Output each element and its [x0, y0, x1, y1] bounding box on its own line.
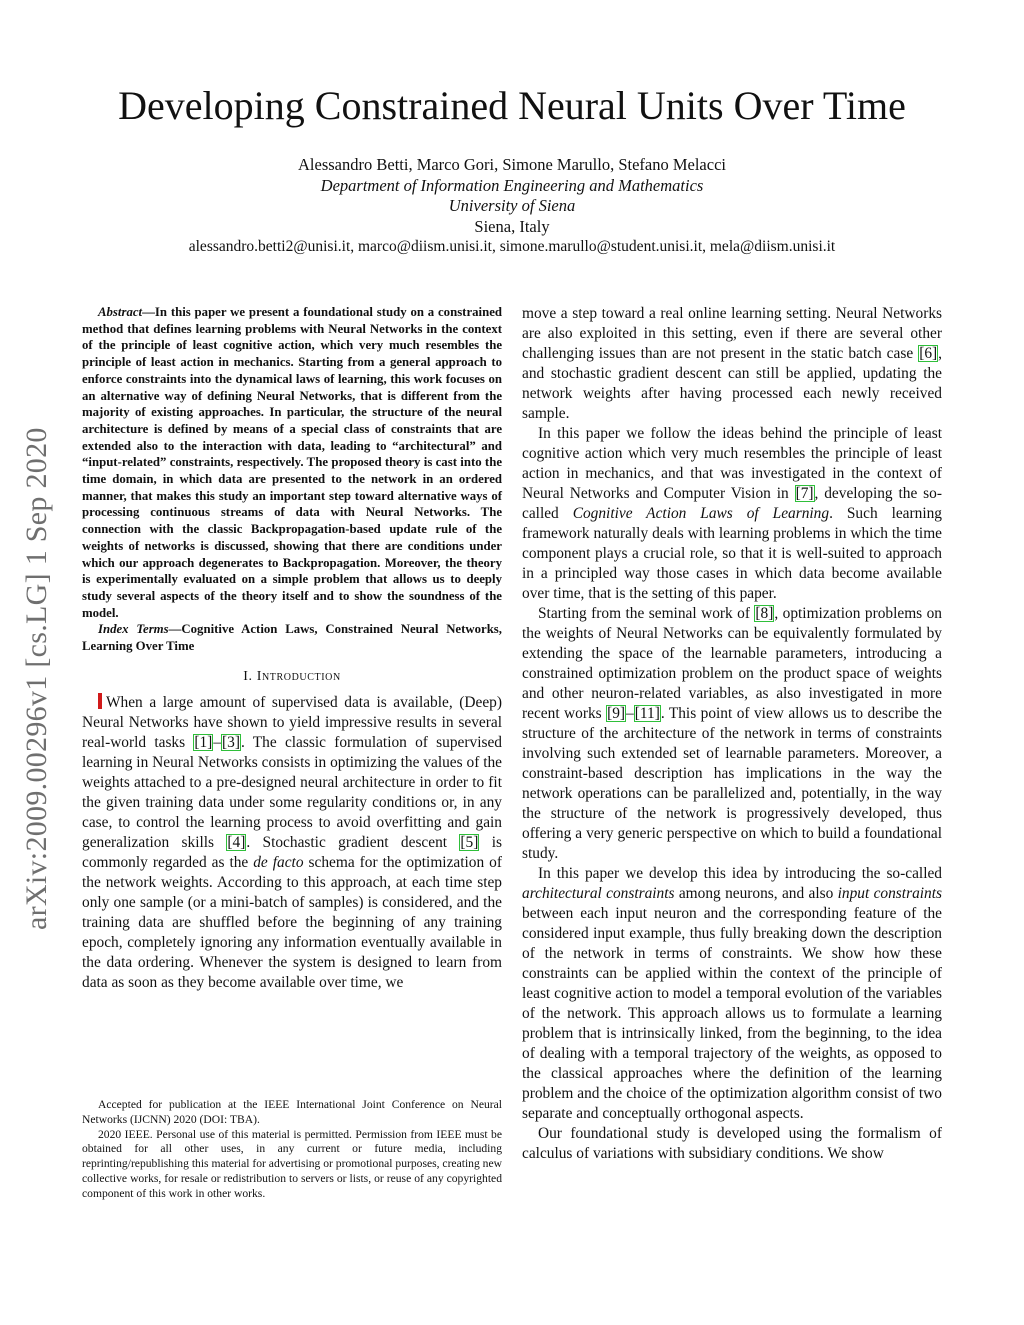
intro-paragraph — [82, 693, 502, 993]
intro-text: . The classic formulation of supervised learning in Neural Networks consists in optimizing the values of the weights attached to a pre-designed neural architecture in order to fit the given training data under some regularity conditions or, in any case, to control the learning process to avoid overfitting and gain generalization skills — [82, 733, 502, 851]
body-text: . This point of view allows us to describe the structure of the architecture of the network in terms of constraints involving such extended set of learnable parameters. Moreover, a constraint-based description has implications in the way the network operations can be parallelized and, potentially, in the way the structure of the network is progressively developed, thus offering a very generic perspective on which to build a foundational study. — [522, 705, 942, 862]
body-text: Starting from the seminal work of — [538, 605, 755, 622]
body-emphasis: architectural constraints — [522, 885, 675, 902]
citation-range-dash: – — [626, 705, 634, 722]
footnote-copyright: 2020 IEEE. Personal use of this material is permitted. Permission from IEEE must be obtained for all other uses, in any current or future media, including reprinting/republishing this material for advertising or promotional purposes, creating new collective works, for resale or redistribution to servers or lists, or reuse of any copyrighted component of this work in other works. — [82, 1127, 502, 1200]
body-text: , developing the so-called — [522, 485, 942, 522]
citation-link[interactable]: [5] — [460, 833, 479, 851]
citation-range-dash: – — [213, 733, 222, 751]
paper-title: Developing Constrained Neural Units Over Time — [118, 83, 906, 128]
index-terms-lead: Index Terms — [98, 622, 169, 637]
section-heading — [82, 669, 502, 685]
citation-link[interactable]: [7] — [795, 485, 814, 502]
intro-emphasis: de facto — [253, 853, 304, 871]
intro-text: is commonly regarded as the — [82, 833, 502, 871]
right-paragraph — [522, 304, 942, 424]
edit-marker — [98, 693, 102, 709]
citation-link[interactable]: [6] — [919, 345, 938, 362]
footnotes — [82, 1098, 502, 1202]
right-paragraph: Our foundational study is developed using the formalism of calculus of variations with subsidiary conditions. We show — [522, 1125, 942, 1162]
body-text: In this paper we follow the ideas behind the principle of least cognitive action which very much resembles the principle of least action in mechanics, and that was investigated in the context of Neural Networks and Computer Vision in — [522, 425, 942, 502]
right-paragraph — [522, 864, 942, 1124]
index-terms-text: —Cognitive Action Laws, Constrained Neural Networks, Learning Over Time — [82, 622, 502, 654]
body-text: , and stochastic gradient descent can still be applied, updating the network weights after having processed each newly received sample. — [522, 345, 942, 422]
body-emphasis: input constraints — [837, 885, 942, 902]
body-text: among neurons, and also — [674, 885, 838, 902]
body-text: between each input neuron and the corresponding feature of the considered input example, thus fully breaking down the description of the network in terms of constraints. We show how these constraints can be applied within the context of the principle of least cognitive action to model a temporal evolution of the variables of the network. This approach allows us to formulate a learning problem that is intrinsically linked, from the beginning, to the idea of dealing with a temporal trajectory of the weights, as opposed to the classical approaches where the definition of the learning problem and the choice of the optimization algorithm consist of two separate and conceptually orthogonal aspects. — [522, 905, 942, 1122]
arxiv-margin-stamp: arXiv:2009.00296v1 [cs.LG] 1 Sep 2020 — [20, 427, 53, 930]
body-text: . Such learning framework naturally deals with learning problems in which the time component plays a crucial role, so that it is well-suited to approach in a principled way those cases in which data become available over time, that is the setting of this paper. — [522, 505, 942, 602]
author-department: Department of Information Engineering and Mathematics — [320, 175, 704, 195]
body-text: , optimization problems on the weights of Neural Networks can be equivalently formulated by extending the space of the learnable parameters, introducing a constrained optimization problem on the product space of weights and other neuron-related variables, as also investigated in more recent works — [522, 605, 942, 722]
body-text: move a step toward a real online learning setting. Neural Networks are also exploited in this setting, even if there are several other challenging issues than are not present in the static batch case — [522, 305, 942, 362]
author-names: Alessandro Betti, Marco Gori, Simone Marullo, Stefano Melacci — [298, 155, 726, 174]
abstract-text: —In this paper we present a foundational study on a constrained method that defines learning problems with Neural Networks in the context of the principle of least cognitive action, which very much resembles the principle of least action in mechanics. Starting from a general approach to enforce constraints into the dynamical laws of learning, this work focuses on an alternative way of defining Neural Networks, that is different from the majority of existing approaches. In particular, the structure of the neural architecture is defined by means of a special class of constraints that are extended also to the interaction with data, leading to “architectural” and “input-related” constraints, respectively. The proposed theory is cast into the time domain, in which data are presented to the network in an ordered manner, that makes this study an important step toward alternative ways of processing continuous streams of data with Neural Networks. The connection with the classic Backpropagation-based update rule of the weights of networks is discussed, showing that there are conditions under which our approach degenerates to Backpropagation. Moreover, the theory is experimentally evaluated on a simple problem that allows us to deeply study several aspects of the theory itself and to show the soundness of the model. — [82, 305, 502, 620]
right-paragraph — [522, 604, 942, 864]
abstract-lead: Abstract — [98, 305, 143, 319]
left-column — [82, 304, 502, 993]
body-text: In this paper we develop this idea by introducing the so-called — [538, 865, 942, 882]
author-emails: alessandro.betti2@unisi.it, marco@diism.unisi.it, simone.marullo@student.unisi.it, mela@diism.unisi.it — [188, 238, 836, 255]
right-column — [522, 304, 942, 1164]
citation-link[interactable]: [1] — [194, 733, 213, 751]
footnote-accepted: Accepted for publication at the IEEE International Joint Conference on Neural Networks (IJCNN) 2020 (DOI: TBA). — [82, 1098, 502, 1126]
citation-link[interactable]: [8] — [755, 605, 774, 622]
intro-text: . Stochastic gradient descent — [246, 833, 460, 851]
citation-link[interactable]: [4] — [227, 833, 246, 851]
right-paragraph — [522, 424, 942, 604]
citation-link[interactable]: [11] — [634, 705, 660, 722]
intro-text: schema for the optimization of the network weights. According to this approach, at each time step only one sample (or a mini-batch of samples) is considered, and the training data are shuffled before the beginning of any training epoch, completely ignoring any information eventually available in the data ordering. Whenever the system is designed to learn from data as soon as they become available over time, we — [82, 853, 502, 991]
abstract — [82, 304, 502, 621]
section-number: I. — [243, 668, 253, 684]
citation-link[interactable]: [9] — [607, 705, 626, 722]
section-title: Introduction — [256, 668, 341, 684]
author-location: Siena, Italy — [474, 216, 550, 236]
author-block — [0, 155, 1024, 258]
index-terms — [82, 621, 502, 654]
author-university: University of Siena — [448, 196, 576, 215]
intro-text: When a large amount of supervised data is available, (Deep) Neural Networks have shown to yield impressive results in several real-world tasks — [82, 693, 502, 751]
body-emphasis: Cognitive Action Laws of Learning — [572, 505, 830, 522]
citation-link[interactable]: [3] — [222, 733, 240, 751]
